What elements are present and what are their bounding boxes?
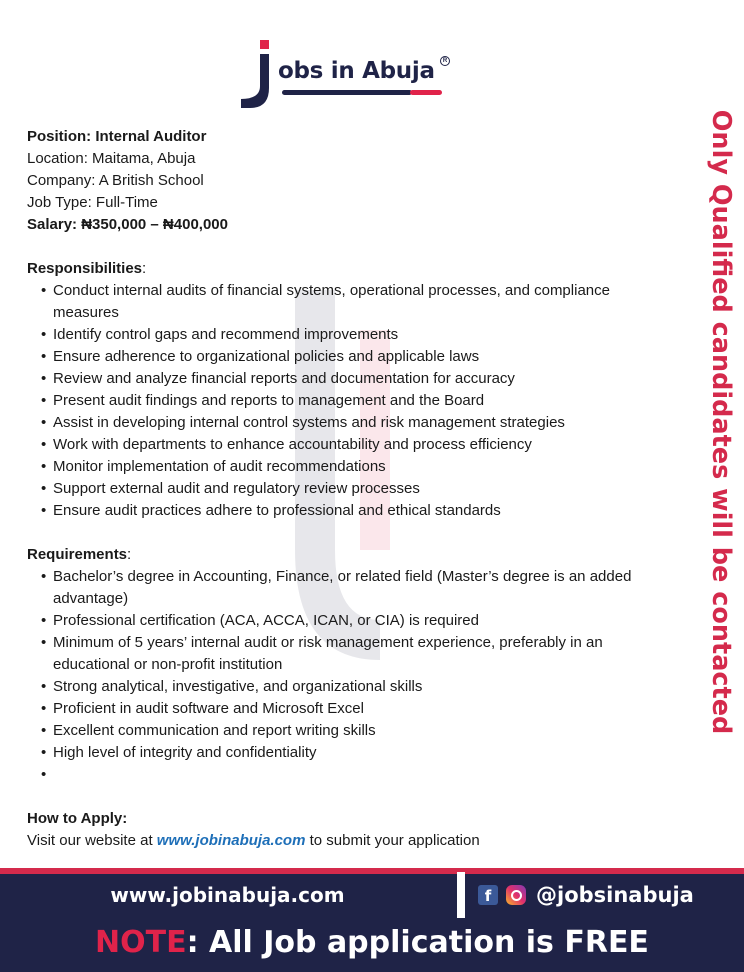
social-handle[interactable]: @jobsinabuja <box>536 883 694 907</box>
apply-text-after: to submit your application <box>305 832 480 849</box>
footer <box>0 868 744 972</box>
footer-divider <box>457 872 465 918</box>
list-item: • Minimum of 5 years’ internal audit or risk management experience, preferably in an educational or non-profit institution <box>53 632 677 676</box>
list-item: • Proficient in audit software and Microsoft Excel <box>53 698 677 720</box>
location: Location: Maitama, Abuja <box>27 150 196 167</box>
list-item: • Present audit findings and reports to management and the Board <box>53 390 677 412</box>
list-item: • Excellent communication and report writing skills <box>53 720 677 742</box>
salary: Salary: ₦350,000 – ₦400,000 <box>27 216 228 233</box>
responsibilities-heading-row: Responsibilities: <box>27 260 147 277</box>
list-item: • Assist in developing internal control systems and risk management strategies <box>53 412 677 434</box>
job-type: Job Type: Full-Time <box>27 194 158 211</box>
list-item: • Review and analyze financial reports and documentation for accuracy <box>53 368 677 390</box>
registered-mark-icon: R <box>440 56 450 66</box>
free-application-note <box>0 918 744 968</box>
footer-website-link[interactable]: www.jobinabuja.com <box>110 883 345 907</box>
qualified-candidates-notice: Only Qualified candidates will be contacted <box>706 109 736 735</box>
list-item: • Work with departments to enhance accountability and process efficiency <box>53 434 677 456</box>
facebook-icon[interactable]: f <box>478 885 498 905</box>
website-link[interactable]: www.jobinabuja.com <box>156 832 306 849</box>
note-label: NOTE <box>95 925 187 960</box>
requirements-heading: Requirements <box>27 546 128 563</box>
logo-text: obs in Abuja <box>278 58 435 84</box>
list-item: • Identify control gaps and recommend improvements <box>53 324 677 346</box>
list-item: • High level of integrity and confidentiality <box>53 742 677 764</box>
job-details <box>27 126 677 852</box>
note-text: : All Job application is FREE <box>186 925 649 960</box>
apply-instructions <box>27 830 677 852</box>
company: Company: A British School <box>27 172 204 189</box>
requirements-list <box>27 566 677 786</box>
logo-j-mark <box>238 38 278 110</box>
footer-social <box>478 874 694 916</box>
logo-underline <box>282 90 442 95</box>
list-item: • Conduct internal audits of financial systems, operational processes, and compliance measures <box>53 280 677 324</box>
responsibilities-heading: Responsibilities <box>27 260 143 277</box>
footer-contact-row <box>0 874 744 916</box>
position-title: Position: Internal Auditor <box>27 128 207 145</box>
list-item: • Professional certification (ACA, ACCA, ICAN, or CIA) is required <box>53 610 677 632</box>
list-item: • Monitor implementation of audit recommendations <box>53 456 677 478</box>
list-item: • Strong analytical, investigative, and organizational skills <box>53 676 677 698</box>
side-notice <box>705 109 737 735</box>
list-item: • Bachelor’s degree in Accounting, Finance, or related field (Master’s degree is an added advantage) <box>53 566 677 610</box>
list-item: • Ensure audit practices adhere to professional and ethical standards <box>53 500 677 522</box>
requirements-heading-row: Requirements: <box>27 546 132 563</box>
how-to-apply-heading: How to Apply: <box>27 810 128 827</box>
list-item: • Ensure adherence to organizational policies and applicable laws <box>53 346 677 368</box>
responsibilities-list <box>27 280 677 522</box>
brand-logo <box>238 36 458 112</box>
list-item: • Support external audit and regulatory review processes <box>53 478 677 500</box>
instagram-icon[interactable] <box>506 885 526 905</box>
list-item <box>53 764 677 786</box>
apply-text-before: Visit our website at <box>27 832 157 849</box>
